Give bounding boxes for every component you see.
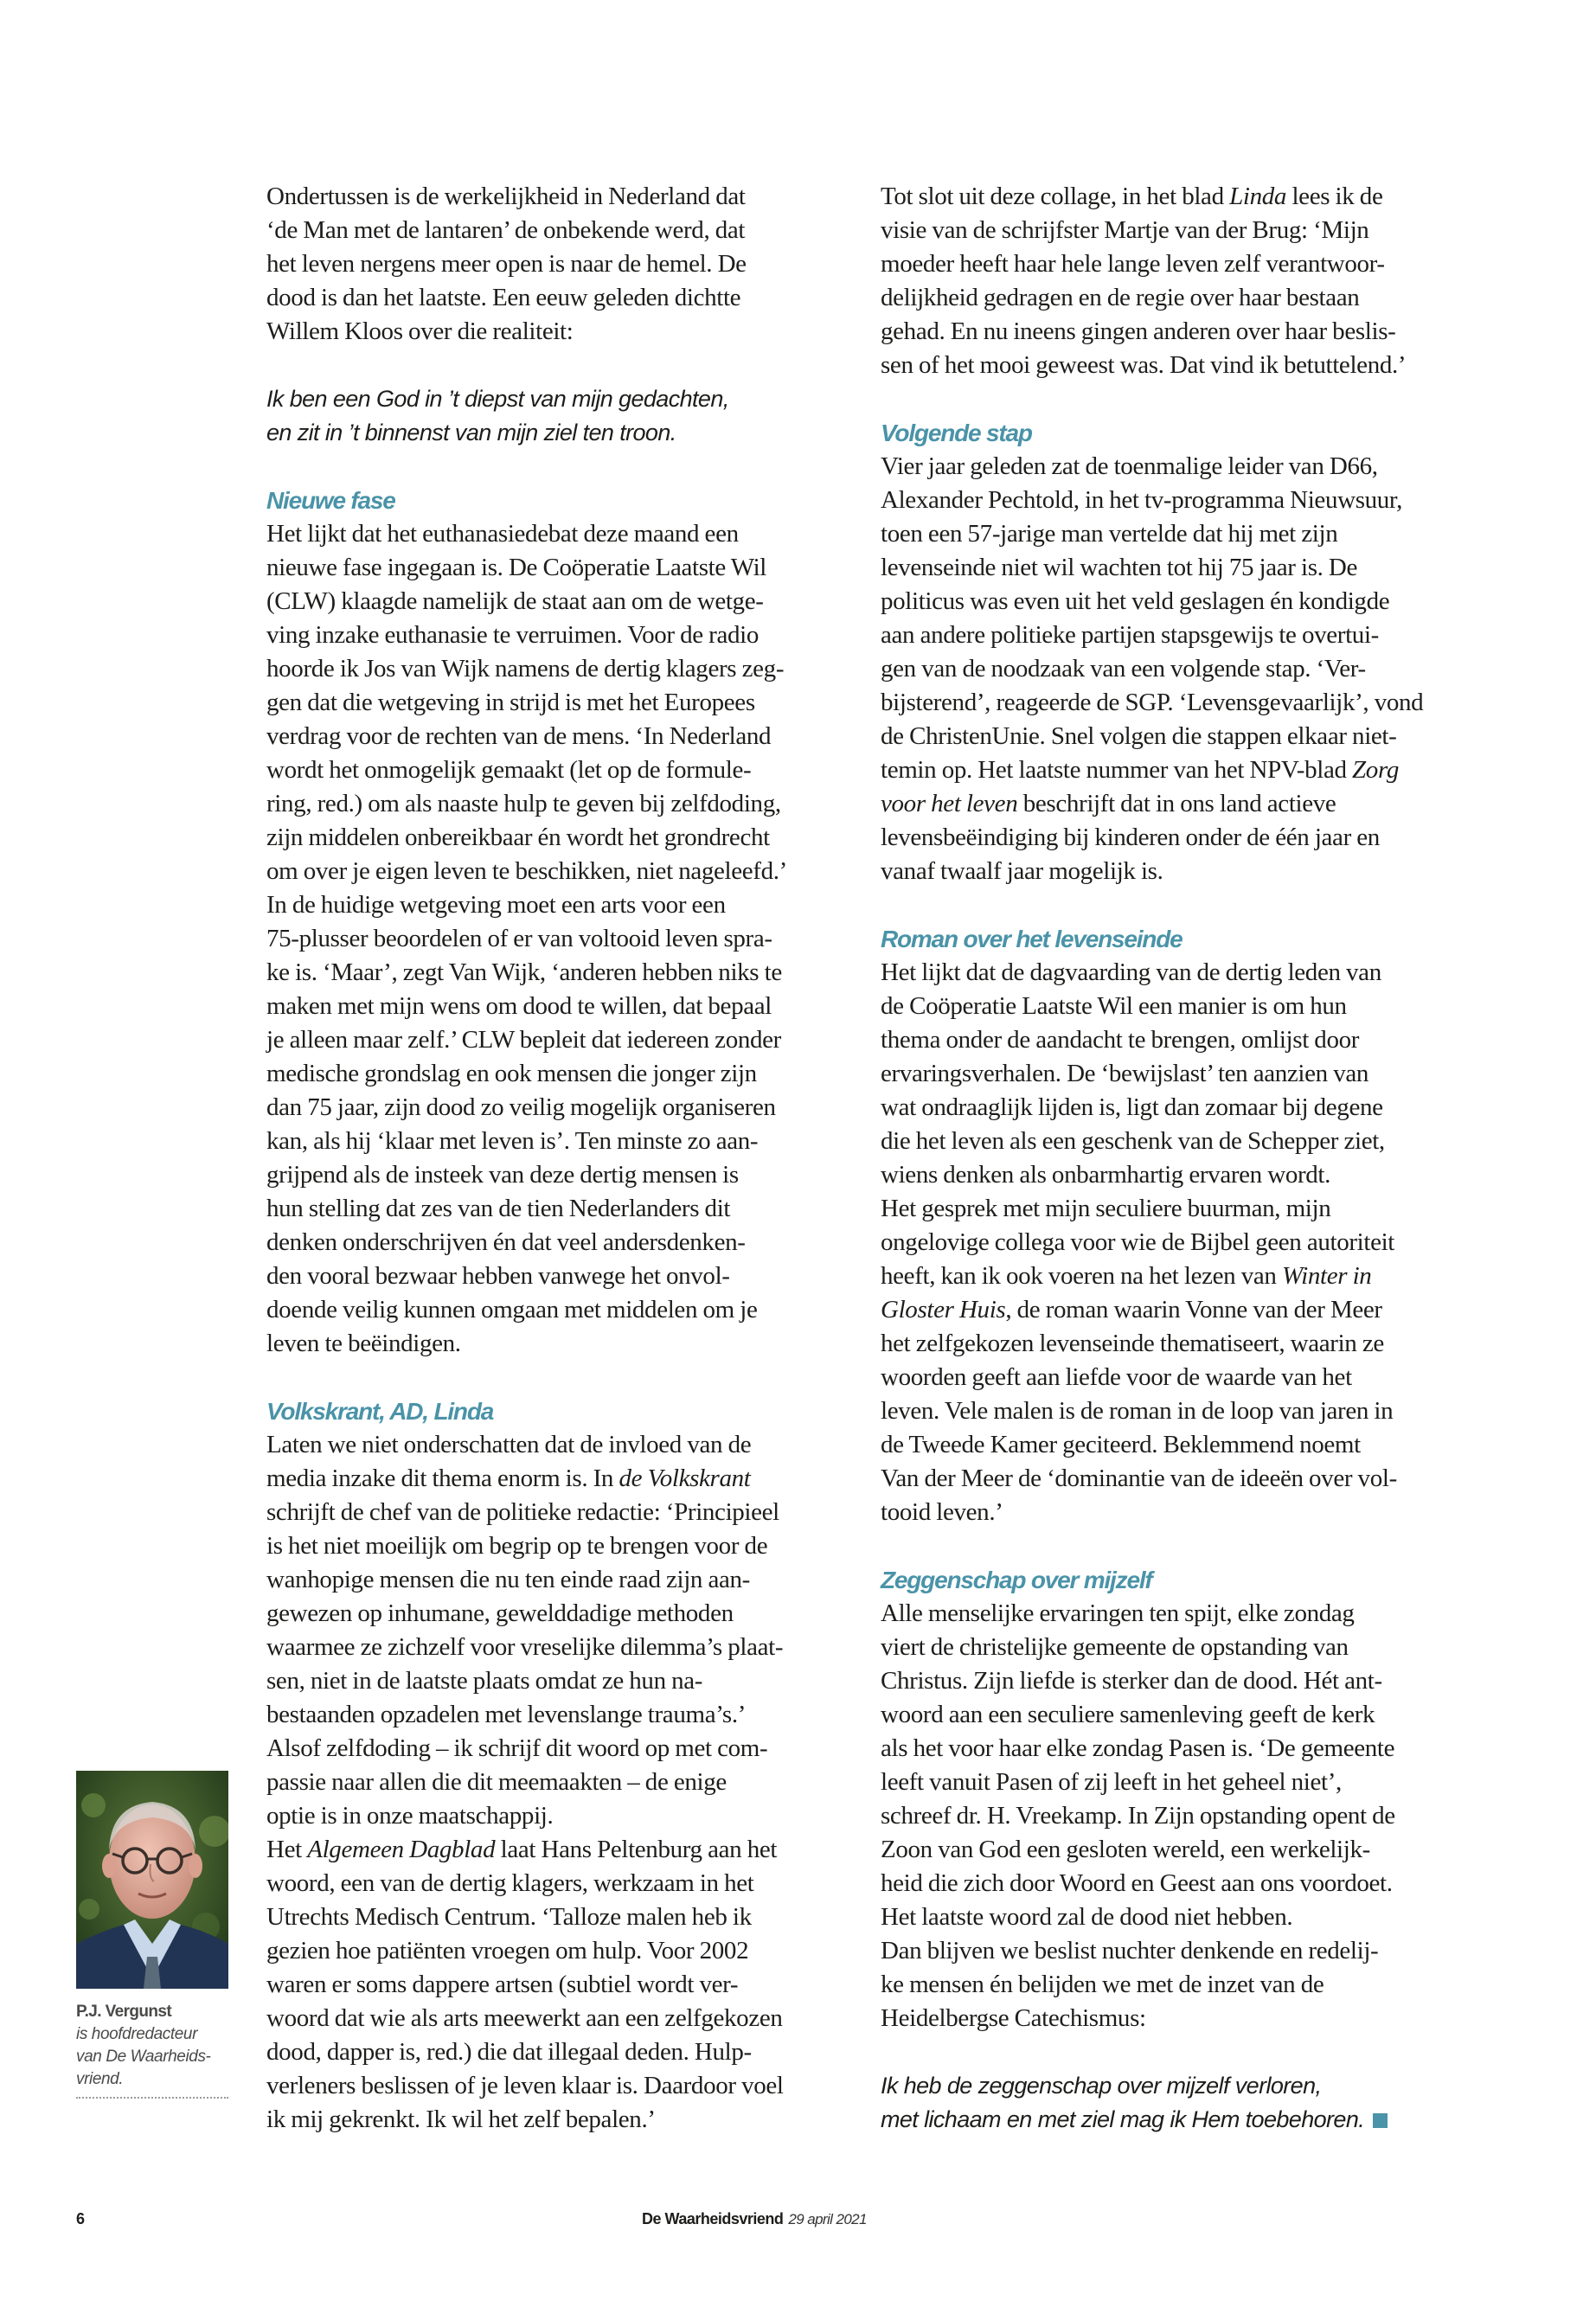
poem-line-text: met lichaam en met ziel mag ik Hem toebehoren. [881, 2106, 1365, 2132]
text-segment: wordt het onmogelijk gemaakt (let op de formule- [266, 756, 752, 784]
text-line [881, 1766, 1477, 1799]
poem-line [266, 416, 863, 450]
text-segment: verleners beslissen of je leven klaar is. Daardoor voel [266, 2072, 784, 2099]
text-segment: gehad. En nu ineens gingen anderen over haar beslis- [881, 317, 1396, 345]
article-column-right [881, 180, 1477, 2137]
publication-name: De Waarheidsvriend [642, 2210, 784, 2227]
text-line [266, 1968, 863, 2002]
text-line [881, 585, 1477, 619]
italic-title: voor het leven [881, 790, 1018, 817]
italic-title: Gloster Huis [881, 1296, 1006, 1324]
article-column-left [266, 180, 863, 2137]
text-line [266, 1833, 863, 1867]
article-end-square-icon [1373, 2113, 1388, 2128]
text-line [266, 281, 863, 315]
text-line [881, 517, 1477, 551]
body-paragraph [881, 180, 1477, 382]
paragraph-spacer [881, 888, 1477, 922]
text-line [266, 214, 863, 247]
poem-line [881, 2103, 1477, 2137]
text-segment: doende veilig kunnen omgaan met middelen om je [266, 1296, 758, 1324]
text-line [266, 1900, 863, 1934]
text-line [881, 1192, 1477, 1226]
body-paragraph [881, 956, 1477, 1529]
italic-title: Algemeen Dagblad [307, 1836, 496, 1863]
italic-title: Linda [1229, 183, 1287, 210]
text-line [881, 180, 1477, 214]
text-line [881, 1226, 1477, 1259]
text-line [266, 888, 863, 922]
poem-line [881, 2069, 1477, 2103]
text-line [266, 1563, 863, 1597]
text-line [881, 1361, 1477, 1394]
text-segment: ‘de Man met de lantaren’ de onbekende werd, dat [266, 216, 746, 244]
text-line [881, 1293, 1477, 1327]
section-heading: Nieuwe fase [266, 487, 395, 514]
text-segment: om over je eigen leven te beschikken, niet nageleefd.’ [266, 857, 787, 885]
poem-quote [266, 382, 863, 450]
text-segment: tooid leven.’ [881, 1498, 1003, 1526]
poem-line-text: Ik heb de zeggenschap over mijzelf verloren, [881, 2073, 1322, 2099]
text-segment: ring, red.) om als naaste hulp te geven bij zelfdoding, [266, 790, 781, 817]
text-line [881, 1664, 1477, 1698]
text-line [266, 787, 863, 821]
text-segment: dood is dan het laatste. Een eeuw geleden dichtte [266, 284, 741, 311]
text-segment: nieuwe fase ingegaan is. De Coöperatie Laatste Wil [266, 554, 767, 581]
text-segment: verdrag voor de rechten van de mens. ‘In Nederland [266, 722, 772, 750]
text-segment: zijn middelen onbereikbaar én wordt het grondrecht [266, 824, 770, 851]
text-segment: Zoon van God een gesloten wereld, een werkelijk- [881, 1836, 1370, 1863]
text-segment: den vooral bezwaar hebben vanwege het onvol- [266, 1262, 730, 1290]
text-line [881, 1327, 1477, 1361]
text-segment: politicus was even uit het veld geslagen én kondigde [881, 587, 1390, 615]
text-segment: leven. Vele malen is de roman in de loop van jaren in [881, 1397, 1394, 1425]
author-caption [76, 2001, 228, 2099]
text-line [266, 1057, 863, 1091]
text-line [881, 1597, 1477, 1631]
text-line [266, 247, 863, 281]
text-segment: ke mensen én belijden we met de inzet van de [881, 1971, 1324, 1998]
text-line [881, 821, 1477, 855]
text-line [266, 1192, 863, 1226]
text-segment: thema onder de aandacht te brengen, omlijst door [881, 1026, 1360, 1054]
text-line [881, 686, 1477, 720]
text-line [266, 180, 863, 214]
text-segment: Willem Kloos over die realiteit: [266, 317, 574, 345]
text-segment: schreef dr. H. Vreekamp. In Zijn opstanding opent de [881, 1802, 1395, 1830]
text-line [881, 1698, 1477, 1732]
text-line [266, 1496, 863, 1529]
section-heading: Volkskrant, AD, Linda [266, 1398, 494, 1425]
text-line [266, 1934, 863, 1968]
text-segment: grijpend als de insteek van deze dertig mensen is [266, 1161, 739, 1189]
text-segment: de Tweede Kamer geciteerd. Beklemmend noemt [881, 1431, 1361, 1458]
text-segment: vanaf twaalf jaar mogelijk is. [881, 857, 1163, 885]
italic-title: Zorg [1352, 756, 1399, 784]
page-number: 6 [76, 2210, 86, 2227]
text-segment: Heidelbergse Catechismus: [881, 2004, 1146, 2032]
author-name: P.J. Vergunst [76, 2003, 172, 2021]
text-line [266, 1631, 863, 1664]
text-line [881, 720, 1477, 753]
text-segment: delijkheid gedragen en de regie over haar bestaan [881, 284, 1360, 311]
text-segment: Het gesprek met mijn seculiere buurman, mijn [881, 1195, 1331, 1222]
text-line [881, 652, 1477, 686]
text-line [266, 585, 863, 619]
text-line [266, 652, 863, 686]
body-paragraph [266, 517, 863, 1361]
italic-title: Winter in [1281, 1262, 1372, 1290]
text-segment: Utrechts Medisch Centrum. ‘Talloze malen heb ik [266, 1903, 752, 1931]
text-line [881, 349, 1477, 382]
text-line [881, 1833, 1477, 1867]
text-segment: waarmee ze zichzelf voor vreselijke dilemma’s plaat- [266, 1633, 784, 1661]
text-line [881, 787, 1477, 821]
text-line [266, 1226, 863, 1259]
text-line [266, 1664, 863, 1698]
text-line [881, 1462, 1477, 1496]
section-heading: Zeggenschap over mijzelf [881, 1567, 1152, 1593]
text-line [266, 686, 863, 720]
text-segment: wiens denken als onbarmhartig ervaren wordt. [881, 1161, 1331, 1189]
publication-date: 29 april 2021 [788, 2211, 867, 2227]
text-segment: het leven nergens meer open is naar de hemel. De [266, 250, 747, 278]
text-segment: denken onderschrijven én dat veel andersdenken- [266, 1228, 746, 1256]
text-line [881, 1732, 1477, 1766]
text-line [266, 2035, 863, 2069]
text-segment: schrijft de chef van de politieke redactie: ‘Principieel [266, 1498, 779, 1526]
text-segment: als het voor haar elke zondag Pasen is. ‘De gemeente [881, 1734, 1395, 1762]
text-segment: die het leven als een geschenk van de Schepper ziet, [881, 1127, 1385, 1155]
text-line [266, 855, 863, 888]
text-line [266, 956, 863, 990]
author-role-line: van De Waarheids- [76, 2048, 211, 2066]
text-line [266, 753, 863, 787]
text-segment: , de roman waarin Vonne van der Meer [1005, 1296, 1382, 1324]
text-line [266, 1462, 863, 1496]
text-segment: dood, dapper is, red.) die dat illegaal deden. Hulp- [266, 2038, 752, 2066]
text-segment: leeft vanuit Pasen of zij leeft in het geheel niet’, [881, 1768, 1342, 1796]
text-line [266, 1158, 863, 1192]
text-line [266, 720, 863, 753]
text-line [881, 855, 1477, 888]
paragraph-spacer [266, 349, 863, 382]
text-line [266, 1698, 863, 1732]
text-segment: toen een 57-jarige man vertelde dat hij met zijn [881, 520, 1338, 548]
text-segment: lees ik de [1286, 183, 1383, 210]
text-segment: gen dat die wetgeving in strijd is met het Europees [266, 689, 755, 716]
text-line [266, 1327, 863, 1361]
text-line [881, 315, 1477, 349]
text-segment: het zelfgekozen levenseinde thematiseert, waarin ze [881, 1330, 1384, 1357]
text-line [881, 281, 1477, 315]
text-segment: Ondertussen is de werkelijkheid in Nederland dat [266, 183, 746, 210]
text-line [266, 1091, 863, 1125]
text-line [266, 1428, 863, 1462]
author-role-line: is hoofdredacteur [76, 2025, 198, 2043]
text-segment: aan andere politieke partijen stapsgewijs te overtui- [881, 621, 1379, 649]
text-line [881, 214, 1477, 247]
text-segment: ik mij gekrenkt. Ik wil het zelf bepalen.’ [266, 2106, 656, 2133]
text-line [881, 1496, 1477, 1529]
text-segment: gen van de noodzaak van een volgende stap. ‘Ver- [881, 655, 1366, 683]
text-segment: de ChristenUnie. Snel volgen die stappen elkaar niet- [881, 722, 1397, 750]
text-line [266, 619, 863, 652]
text-line [266, 922, 863, 956]
text-line [881, 1394, 1477, 1428]
text-line [266, 1867, 863, 1900]
text-line [881, 1968, 1477, 2002]
text-segment: sen, niet in de laatste plaats omdat ze hun na- [266, 1667, 703, 1695]
text-segment: ke is. ‘Maar’, zegt Van Wijk, ‘anderen hebben niks te [266, 958, 782, 986]
body-paragraph [266, 1428, 863, 2137]
text-segment: visie van de schrijfster Martje van der Brug: ‘Mijn [881, 216, 1369, 244]
text-line [266, 821, 863, 855]
text-segment: je alleen maar zelf.’ CLW bepleit dat iedereen zonder [266, 1026, 781, 1054]
text-line [266, 990, 863, 1023]
text-segment: hoorde ik Jos van Wijk namens de dertig klagers zeg- [266, 655, 785, 683]
text-line [881, 484, 1477, 517]
text-line [266, 1799, 863, 1833]
italic-title: de Volkskrant [619, 1465, 751, 1492]
text-line [266, 2069, 863, 2103]
text-line [266, 315, 863, 349]
text-segment: bestaanden opzadelen met levenslange trauma’s.’ [266, 1701, 747, 1728]
body-paragraph [881, 450, 1477, 888]
text-segment: temin op. Het laatste nummer van het NPV-blad [881, 756, 1353, 784]
text-segment: media inzake dit thema enorm is. In [266, 1465, 619, 1492]
text-segment: kan, als hij ‘klaar met leven is’. Ten minste zo aan- [266, 1127, 759, 1155]
text-segment: woorden geeft aan liefde voor de waarde van het [881, 1363, 1352, 1391]
text-segment: gezien hoe patiënten vroegen om hulp. Voor 2002 [266, 1937, 749, 1965]
text-segment: bijsterend’, reageerde de SGP. ‘Levensgevaarlijk’, vond [881, 689, 1424, 716]
author-photo [76, 1771, 228, 1989]
text-segment: Het [266, 1836, 308, 1863]
text-segment: gewezen op inhumane, gewelddadige methoden [266, 1599, 734, 1627]
text-line [266, 517, 863, 551]
text-segment: medische grondslag en ook mensen die jonger zijn [266, 1060, 757, 1087]
text-segment: heid die zich door Woord en Geest aan ons voordoet. [881, 1869, 1393, 1897]
text-segment: Dan blijven we beslist nuchter denkende en redelij- [881, 1937, 1379, 1965]
text-segment: Alle menselijke ervaringen ten spijt, elke zondag [881, 1599, 1355, 1627]
text-line [266, 1125, 863, 1158]
text-segment: ongelovige collega voor wie de Bijbel geen autoriteit [881, 1228, 1395, 1256]
text-line [881, 1867, 1477, 1900]
text-segment: Het lijkt dat de dagvaarding van de dertig leden van [881, 958, 1381, 986]
text-line [266, 551, 863, 585]
text-segment: beschrijft dat in ons land actieve [1017, 790, 1336, 817]
poem-line-text: Ik ben een God in ’t diepst van mijn gedachten, [266, 386, 729, 412]
paragraph-spacer [881, 382, 1477, 416]
text-segment: is het niet moeilijk om begrip op te brengen voor de [266, 1532, 768, 1560]
text-line [881, 1799, 1477, 1833]
text-segment: woord, een van de dertig klagers, werkzaam in het [266, 1869, 754, 1897]
text-segment: heeft, kan ik ook voeren na het lezen van [881, 1262, 1282, 1290]
text-line [266, 1529, 863, 1563]
text-line [881, 1125, 1477, 1158]
text-segment: Het laatste woord zal de dood niet hebben. [881, 1903, 1293, 1931]
text-line [266, 1293, 863, 1327]
text-line [881, 450, 1477, 484]
text-line [881, 1934, 1477, 1968]
text-segment: Alsof zelfdoding – ik schrijf dit woord op met com- [266, 1734, 768, 1762]
text-line [881, 1091, 1477, 1125]
author-portrait-icon [76, 1771, 228, 1989]
paragraph-spacer [881, 2035, 1477, 2069]
text-segment: viert de christelijke gemeente de opstanding van [881, 1633, 1349, 1661]
text-segment: waren er soms dappere artsen (subtiel wordt ver- [266, 1971, 739, 1998]
text-segment: maken met mijn wens om dood te willen, dat bepaal [266, 992, 772, 1020]
poem-quote [881, 2069, 1477, 2137]
poem-line [266, 382, 863, 416]
text-line [881, 619, 1477, 652]
text-segment: Tot slot uit deze collage, in het blad [881, 183, 1230, 210]
text-line [881, 1900, 1477, 1934]
caption-divider [76, 2097, 228, 2099]
text-line [266, 2002, 863, 2035]
text-line [266, 1259, 863, 1293]
text-segment: woord aan een seculiere samenleving geeft de kerk [881, 1701, 1375, 1728]
text-segment: ving inzake euthanasie te verruimen. Voor de radio [266, 621, 760, 649]
text-segment: ervaringsverhalen. De ‘bewijslast’ ten aanzien van [881, 1060, 1369, 1087]
text-segment: Alexander Pechtold, in het tv-programma Nieuwsuur, [881, 486, 1402, 514]
text-line [266, 1732, 863, 1766]
text-line [881, 1023, 1477, 1057]
text-segment: (CLW) klaagde namelijk de staat aan om de wetge- [266, 587, 764, 615]
text-segment: wanhopige mensen die nu ten einde raad zijn aan- [266, 1566, 750, 1593]
text-line [881, 551, 1477, 585]
text-segment: moeder heeft haar hele lange leven zelf verantwoor- [881, 250, 1385, 278]
text-line [881, 753, 1477, 787]
text-line [881, 2002, 1477, 2035]
text-line [881, 990, 1477, 1023]
text-segment: optie is in onze maatschappij. [266, 1802, 554, 1830]
text-segment: de Coöperatie Laatste Wil een manier is om hun [881, 992, 1347, 1020]
text-segment: Vier jaar geleden zat de toenmalige leider van D66, [881, 452, 1378, 480]
text-segment: hun stelling dat zes van de tien Nederlanders dit [266, 1195, 731, 1222]
section-heading: Roman over het levenseinde [881, 926, 1183, 952]
footer-publication [642, 2210, 867, 2228]
body-paragraph [881, 1597, 1477, 2035]
text-segment: laat Hans Peltenburg aan het [495, 1836, 778, 1863]
text-segment: wat ondraaglijk lijden is, ligt dan zomaar bij degene [881, 1093, 1383, 1121]
text-segment: woord dat wie als arts meewerkt aan een zelfgekozen [266, 2004, 783, 2032]
text-line [881, 1631, 1477, 1664]
text-segment: levenseinde niet wil wachten tot hij 75 jaar is. De [881, 554, 1358, 581]
poem-line-text: en zit in ’t binnenst van mijn ziel ten troon. [266, 420, 676, 445]
text-segment: Christus. Zijn liefde is sterker dan de dood. Hét ant- [881, 1667, 1382, 1695]
text-line [266, 1766, 863, 1799]
text-segment: levensbeëindiging bij kinderen onder de één jaar en [881, 824, 1380, 851]
text-line [266, 2103, 863, 2137]
author-role-line: vriend. [76, 2070, 124, 2088]
text-line [881, 247, 1477, 281]
paragraph-spacer [266, 450, 863, 484]
text-segment: 75-plusser beoordelen of er van voltooid leven spra- [266, 925, 772, 952]
text-segment: sen of het mooi geweest was. Dat vind ik betuttelend.’ [881, 351, 1407, 379]
text-line [881, 1259, 1477, 1293]
text-line [266, 1023, 863, 1057]
text-segment: Laten we niet onderschatten dat de invloed van de [266, 1431, 752, 1458]
text-line [881, 956, 1477, 990]
text-line [881, 1057, 1477, 1091]
text-segment: In de huidige wetgeving moet een arts voor een [266, 891, 726, 919]
text-segment: dan 75 jaar, zijn dood zo veilig mogelijk organiseren [266, 1093, 776, 1121]
body-paragraph [266, 180, 863, 349]
text-segment: Het lijkt dat het euthanasiedebat deze maand een [266, 520, 739, 548]
text-segment: Van der Meer de ‘dominantie van de ideeën over vol- [881, 1465, 1397, 1492]
text-segment: passie naar allen die dit meemaakten – de enige [266, 1768, 727, 1796]
text-line [881, 1158, 1477, 1192]
text-line [266, 1597, 863, 1631]
text-line [881, 1428, 1477, 1462]
text-segment: leven te beëindigen. [266, 1330, 461, 1357]
paragraph-spacer [266, 1361, 863, 1394]
section-heading: Volgende stap [881, 420, 1032, 446]
paragraph-spacer [881, 1529, 1477, 1563]
